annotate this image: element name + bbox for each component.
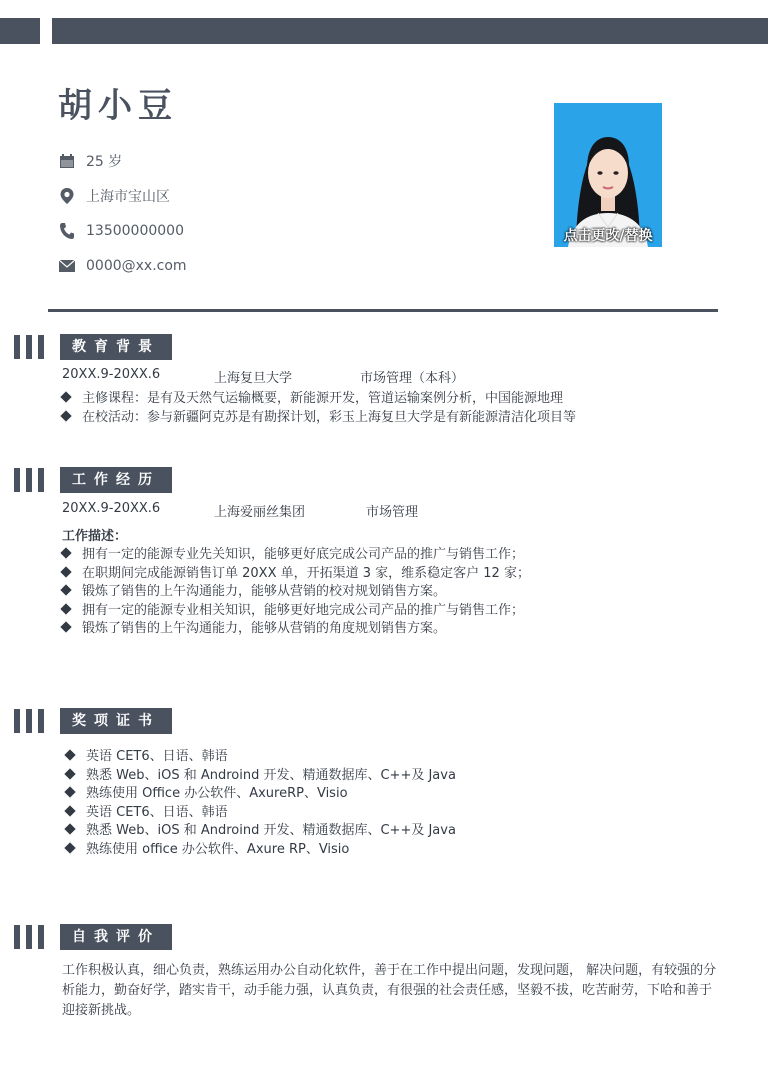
location-row [58, 185, 170, 207]
list-item: 熟练使用 Office 办公软件、AxureRP、Visio [66, 782, 348, 801]
section-title-work: 工作经历 [60, 467, 172, 493]
diamond-bullet-icon [60, 547, 71, 558]
list-item: 在职期间完成能源销售订单 20XX 单，开拓渠道 3 家，维系稳定客户 12 家； [62, 562, 530, 581]
list-item: 拥有一定的能源专业相关知识，能够更好地完成公司产品的推广与销售工作； [62, 599, 524, 618]
list-item: 在校活动：参与新疆阿克苏是有勘探计划，彩玉上海复旦大学是有新能源清洁化项目等 [62, 406, 576, 425]
list-item: 锻炼了销售的上午沟通能力，能够从营销的校对规划销售方案。 [62, 580, 446, 599]
diamond-bullet-icon [64, 823, 75, 834]
self-eval-text: 工作积极认真，细心负责，熟练运用办公自动化软件，善于在工作中提出问题，发现问题， 解决问题，有较强的分析能力，勤奋好学，踏实肯干，动手能力强，认真负责，有很强的社会责任感，坚毅不拔，吃苦耐劳，下哈和善于迎接新挑战。 [62, 963, 717, 1018]
age-row [58, 150, 122, 172]
work-desc-label: 工作描述： [62, 529, 128, 544]
section-marker [14, 925, 44, 949]
diamond-bullet-icon [64, 842, 75, 853]
list-item: 主修课程：是有及天然气运输概要，新能源开发，管道运输案例分析，中国能源地理 [62, 387, 563, 406]
phone-icon [58, 222, 76, 240]
section-title-self-eval: 自我评价 [60, 924, 172, 950]
education-school: 上海复旦大学 [214, 371, 293, 386]
diamond-bullet-icon [60, 584, 71, 595]
work-period: 20XX.9-20XX.6 [62, 501, 161, 516]
top-bar-right [52, 18, 768, 44]
diamond-bullet-icon [64, 786, 75, 797]
education-major: 市场管理（本科） [360, 371, 465, 386]
list-item: 熟悉 Web、iOS 和 Androind 开发、精通数据库、C++及 Java [66, 764, 456, 783]
phone-text: 13500000000 [86, 223, 184, 239]
top-bar-left [0, 18, 40, 44]
location-text: 上海市宝山区 [86, 189, 170, 205]
header-divider [48, 309, 718, 312]
work-company: 上海爱丽丝集团 [214, 505, 306, 520]
email-row [58, 255, 187, 277]
diamond-bullet-icon [60, 621, 71, 632]
list-item: 英语 CET6、日语、韩语 [66, 745, 228, 764]
phone-row [58, 220, 184, 242]
diamond-bullet-icon [64, 768, 75, 779]
work-position: 市场管理 [366, 505, 419, 520]
age-text: 25 岁 [86, 154, 123, 170]
photo-caption[interactable]: 点击更改/替换 [563, 228, 653, 244]
education-period: 20XX.9-20XX.6 [62, 367, 161, 382]
diamond-bullet-icon [64, 749, 75, 760]
section-title-education: 教育背景 [60, 334, 172, 360]
mail-icon [58, 257, 76, 275]
location-pin-icon [58, 187, 76, 205]
diamond-bullet-icon [60, 410, 71, 421]
section-marker [14, 468, 44, 492]
list-item: 锻炼了销售的上午沟通能力，能够从营销的角度规划销售方案。 [62, 617, 446, 636]
profile-photo[interactable] [554, 103, 662, 247]
section-title-awards: 奖项证书 [60, 708, 172, 734]
diamond-bullet-icon [60, 566, 71, 577]
list-item: 英语 CET6、日语、韩语 [66, 801, 228, 820]
section-marker [14, 709, 44, 733]
diamond-bullet-icon [64, 805, 75, 816]
list-item: 熟悉 Web、iOS 和 Androind 开发、精通数据库、C++及 Java [66, 819, 456, 838]
candidate-name: 胡小豆 [58, 86, 178, 126]
list-item: 熟练使用 office 办公软件、Axure RP、Visio [66, 838, 349, 857]
email-text: 0000@xx.com [86, 258, 187, 274]
section-marker [14, 335, 44, 359]
diamond-bullet-icon [60, 603, 71, 614]
diamond-bullet-icon [60, 391, 71, 402]
calendar-icon [58, 152, 76, 170]
list-item: 拥有一定的能源专业先关知识，能够更好底完成公司产品的推广与销售工作； [62, 543, 524, 562]
